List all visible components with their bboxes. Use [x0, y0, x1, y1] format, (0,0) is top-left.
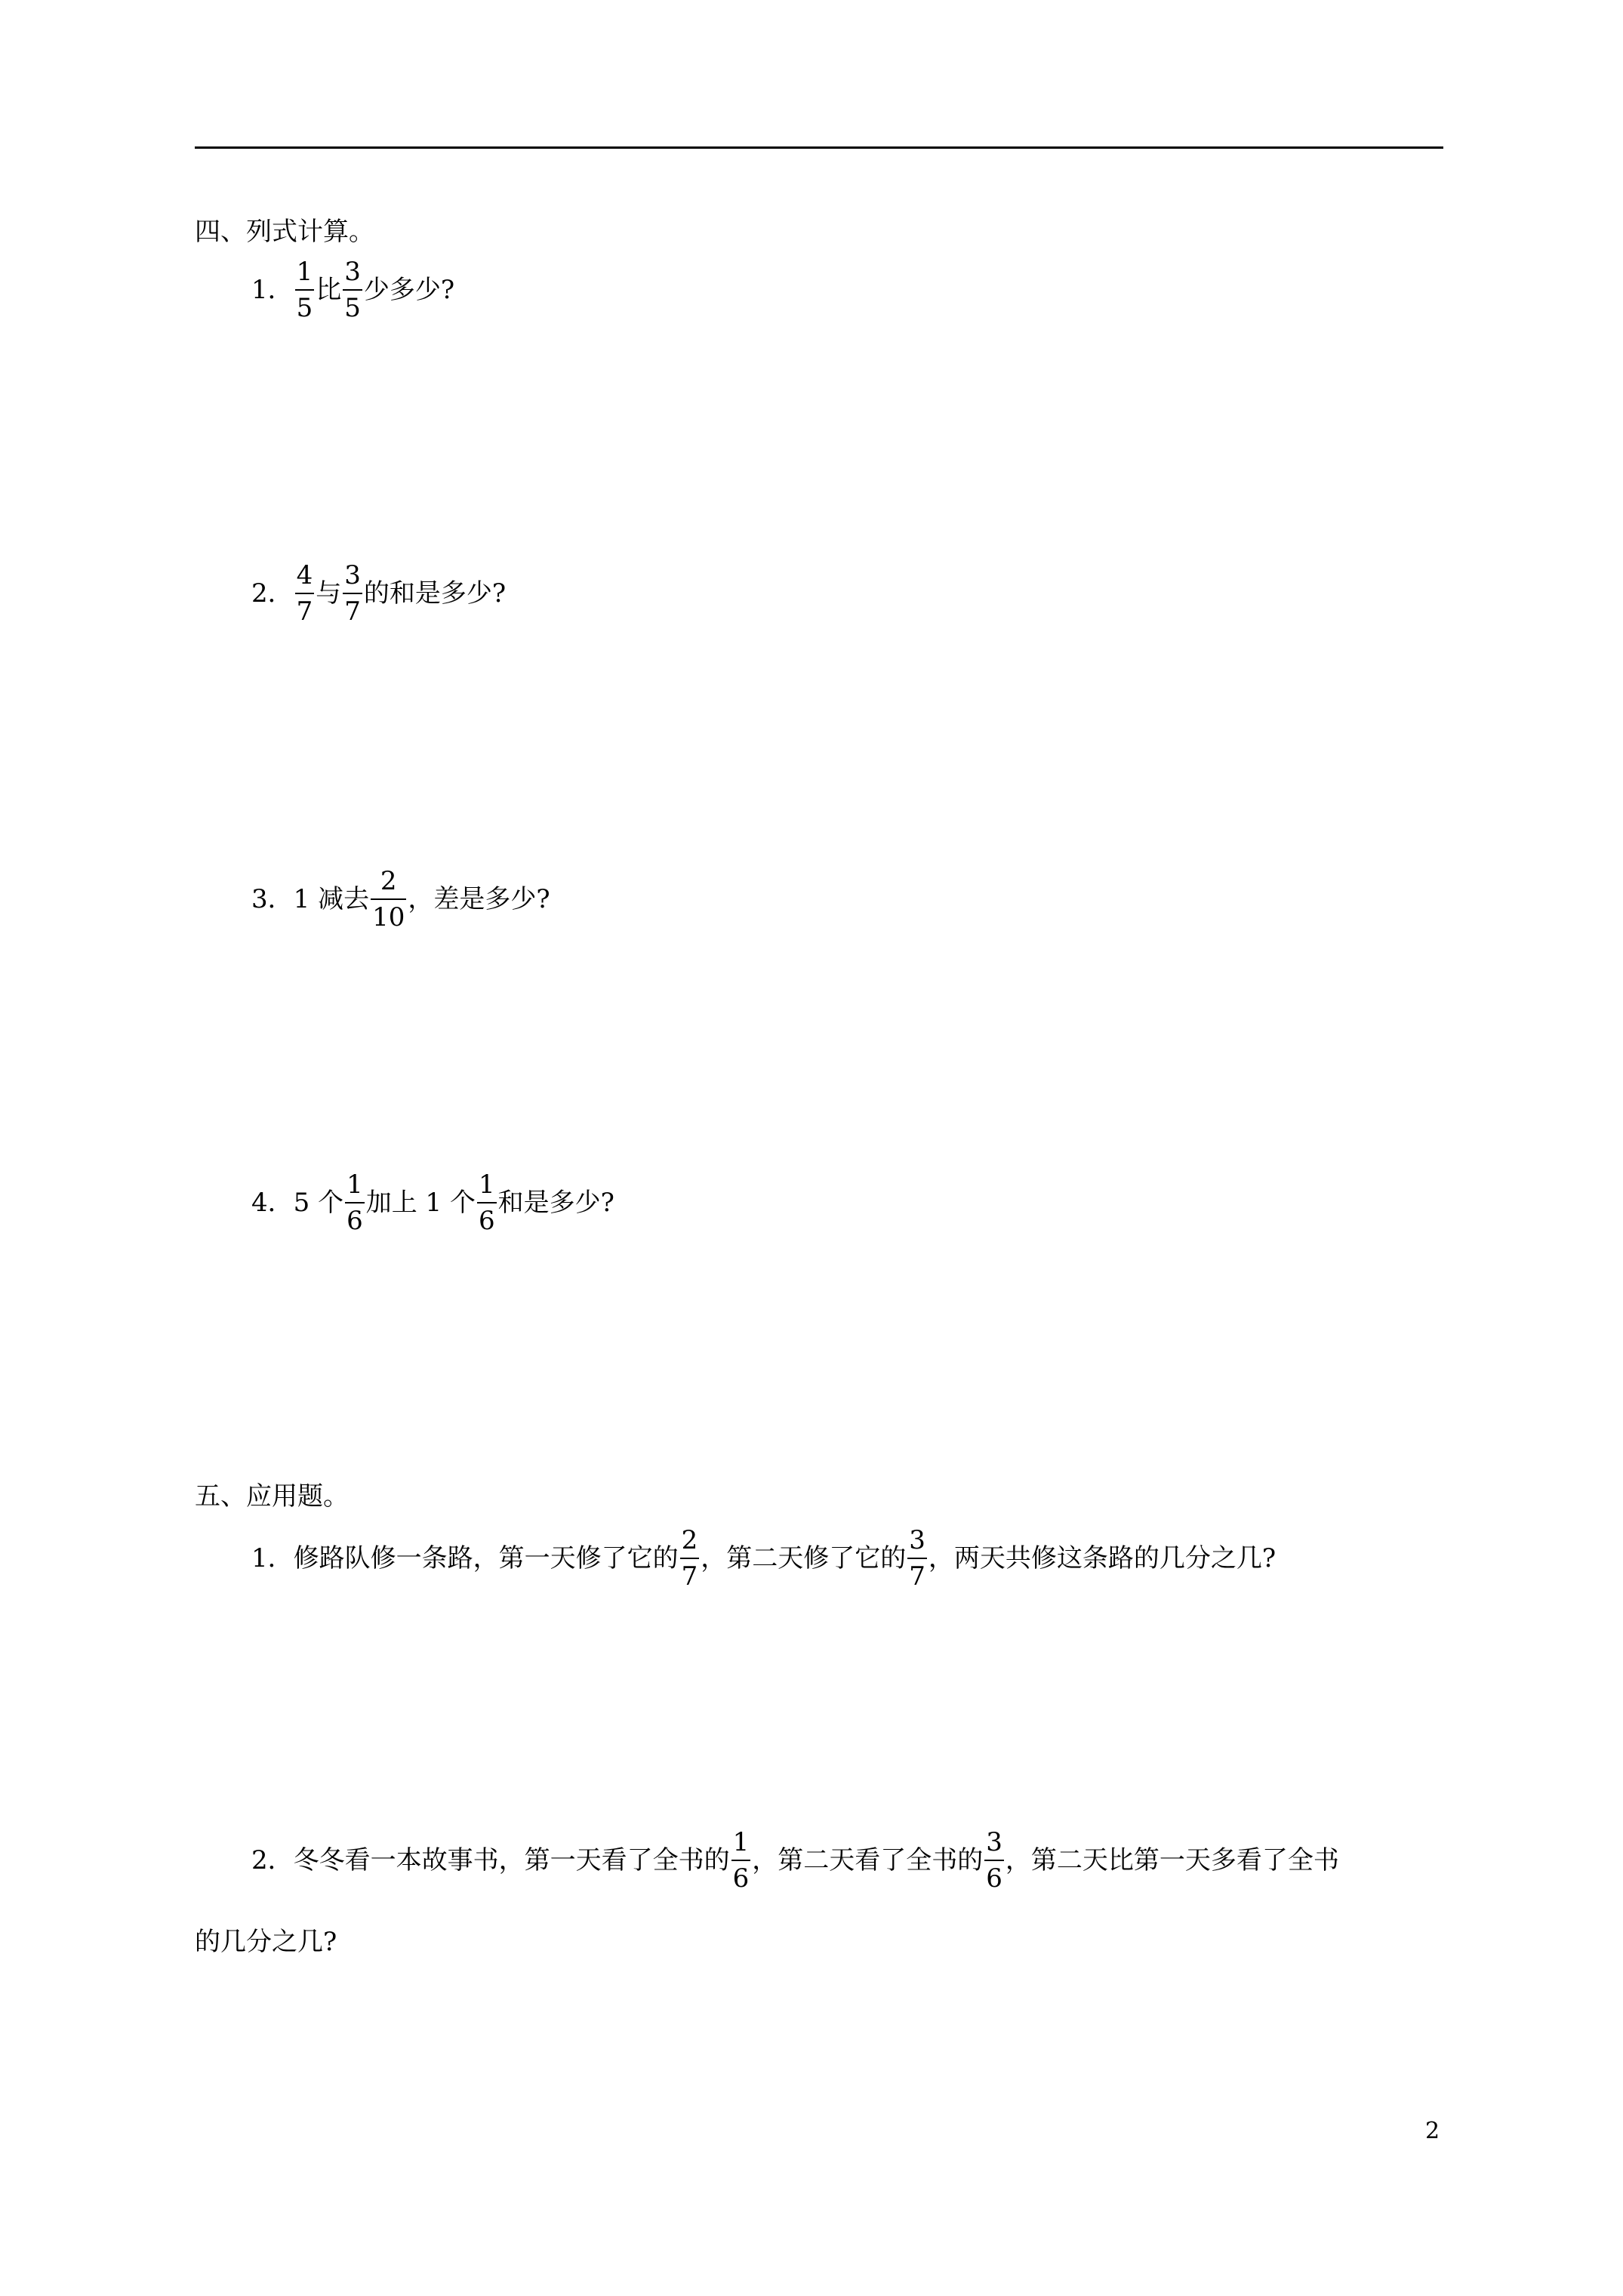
section-5-question-2-continuation: 的几分之几?	[195, 1927, 337, 1957]
section-5-question-2: 2． 冬冬看一本故事书，第一天看了全书的 $\frac{1}{6}$ ，第二天看了全书的 $\frac{3}{6}$ ，第二天比第一天多看了全书	[251, 1827, 1339, 1894]
section-4-heading: 四、列式计算。	[195, 217, 374, 247]
fraction: $\frac{3}{6}$	[986, 1827, 1002, 1894]
section-5-question-1: 1． 修路队修一条路，第一天修了它的 $\frac{2}{7}$ ，第二天修了它的 $\frac{3}{7}$ ，两天共修这条路的几分之几?	[251, 1525, 1277, 1592]
fraction: $\frac{2}{10}$	[372, 866, 405, 932]
question-number: 2．	[251, 578, 294, 609]
header-rule	[195, 146, 1443, 149]
fraction: $\frac{2}{7}$	[681, 1525, 698, 1592]
fraction: $\frac{1}{6}$	[346, 1170, 363, 1236]
question-number: 1．	[251, 1543, 294, 1573]
question-number: 2．	[251, 1845, 294, 1875]
section-5-heading: 五、应用题。	[195, 1481, 349, 1512]
fraction: $\frac{3}{7}$	[344, 560, 361, 627]
page-number: 2	[1425, 2118, 1440, 2144]
fraction: $\frac{3}{7}$	[909, 1525, 925, 1592]
question-number: 4．	[251, 1188, 294, 1218]
section-4-question-1: 1． $\frac{1}{5}$ 比 $\frac{3}{5}$ 少多少?	[251, 257, 455, 323]
fraction: $\frac{1}{5}$	[296, 257, 313, 323]
fraction: $\frac{1}{6}$	[478, 1170, 495, 1236]
question-number: 3．	[251, 884, 294, 914]
question-number: 1．	[251, 275, 294, 305]
fraction: $\frac{4}{7}$	[296, 560, 313, 627]
section-4-question-3: 3． 1 减去 $\frac{2}{10}$ ，差是多少?	[251, 866, 550, 932]
section-4-question-2: 2． $\frac{4}{7}$ 与 $\frac{3}{7}$ 的和是多少?	[251, 560, 507, 627]
section-4-question-4: 4． 5 个 $\frac{1}{6}$ 加上 1 个 $\frac{1}{6}$ 和是多少?	[251, 1170, 614, 1236]
fraction: $\frac{1}{6}$	[732, 1827, 750, 1894]
fraction: $\frac{3}{5}$	[344, 257, 361, 323]
